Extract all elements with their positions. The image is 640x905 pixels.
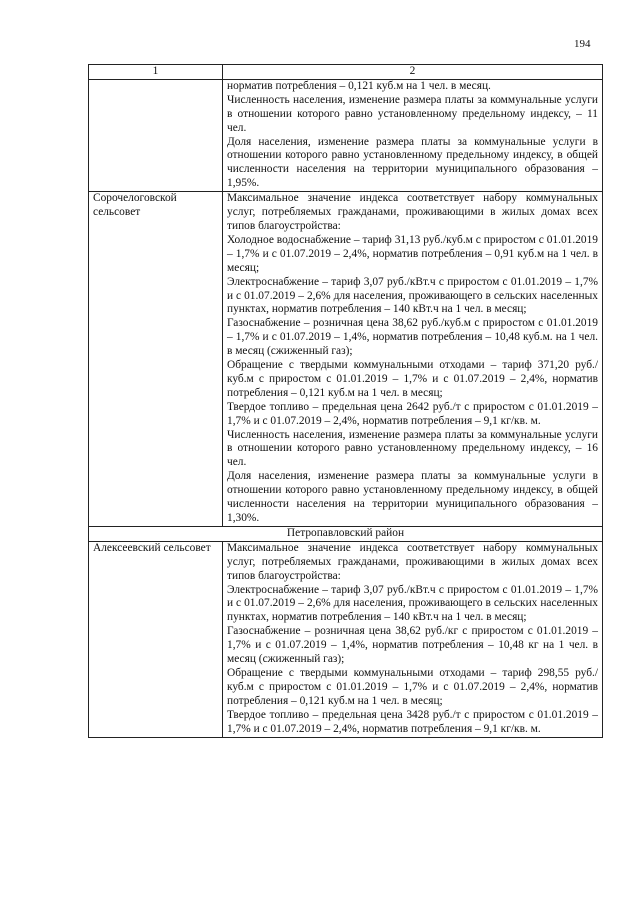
paragraph: Максимальное значение индекса соответствует набору коммунальных услуг, потребляемых гражданами, проживающими в жилых домах всех типов благоустройства: [227,192,598,232]
paragraph: Газоснабжение – розничная цена 38,62 руб./кг с приростом с 01.01.2019 – 1,7% и с 01.07.2019 – 1,4%, норматив потребления – 10,48 кг на 1 чел. в месяц (сжиженный газ); [227,625,598,666]
table-row [89,192,603,527]
paragraph: Электроснабжение – тариф 3,07 руб./кВт.ч с приростом с 01.01.2019 – 1,7% и с 01.07.2019 – 2,6% для населения, проживающего в сельских населенных пунктах, норматив потребления – 140 кВт.ч на 1 чел. в месяц; [227,275,598,316]
region-row [89,526,603,541]
paragraph: Обращение с твердыми коммунальными отходами – тариф 371,20 руб./куб.м с приростом с 01.01.2019 – 1,7% и с 01.07.2019 – 2,4%, норматив потребления – 0,121 куб.м на 1 чел. в месяц; [227,359,598,399]
paragraph: Максимальное значение индекса соответствует набору коммунальных услуг, потребляемых гражданами, проживающими в жилых домах всех типов благоустройства: [227,541,598,582]
paragraph: Газоснабжение – розничная цена 38,62 руб./куб.м с приростом с 01.01.2019 – 1,7% и с 01.07.2019 – 1,4%, норматив потребления – 10,48 куб.м. на 1 чел. в месяц (сжиженный газ); [227,317,598,358]
table-row [89,541,603,737]
paragraph: Доля населения, изменение размера платы за коммунальные услуги в отношении которого равно установленному предельному индексу, в общей численности населения на территории муниципального образования – 1,30%. [227,470,598,524]
header-row [89,65,603,80]
data-table [88,64,603,738]
table-row-continuation [89,79,603,191]
paragraph: Численность населения, изменение размера платы за коммунальные услуги в отношении которого равно установленному предельному индексу, – 11 чел. [227,93,598,134]
paragraph: норматив потребления – 0,121 куб.м на 1 чел. в месяц. [227,79,491,92]
paragraph: Твердое топливо – предельная цена 2642 руб./т с приростом с 01.01.2019 – 1,7% и с 01.07.2019 – 2,4%, норматив потребления – 9,1 кг/кв. м. [227,400,598,427]
region-heading: Петропавловский район [89,526,603,541]
paragraph: Электроснабжение – тариф 3,07 руб./кВт.ч с приростом с 01.01.2019 – 1,7% и с 01.07.2019 – 2,6% для населения, проживающего в сельских населенных пунктах, норматив потребления – 140 кВт.ч на 1 чел. в месяц; [227,583,598,624]
page-number: 194 [574,38,591,50]
column-header-2: 2 [223,65,603,80]
paragraph: Холодное водоснабжение – тариф 31,13 руб./куб.м с приростом с 01.01.2019 – 1,7% и с 01.07.2019 – 2,4%, норматив потребления – 0,91 куб.м на 1 чел. в месяц; [227,233,598,274]
description-cell [223,192,603,527]
paragraph: Обращение с твердыми коммунальными отходами – тариф 298,55 руб./куб.м с приростом с 01.01.2019 – 1,7% и с 01.07.2019 – 2,4%, норматив потребления – 0,121 куб.м на 1 чел. в месяц; [227,666,598,707]
column-header-1: 1 [89,65,223,80]
municipality-name: Алексеевский сельсовет [89,541,223,737]
paragraph: Численность населения, изменение размера платы за коммунальные услуги в отношении которого равно установленному предельному индексу, – 16 чел. [227,428,598,469]
paragraph: Твердое топливо – предельная цена 3428 руб./т с приростом с 01.01.2019 – 1,7% и с 01.07.2019 – 2,4%, норматив потребления – 9,1 кг/кв. м. [227,708,598,735]
continuation-cell [223,79,603,191]
description-cell [223,541,603,737]
municipality-name: Сорочелоговской сельсовет [89,192,223,527]
paragraph: Доля населения, изменение размера платы за коммунальные услуги в отношении которого равно установленному предельному индексу, в общей численности населения на территории муниципального образования – 1,95%. [227,135,598,190]
table-cell-empty [89,79,223,191]
